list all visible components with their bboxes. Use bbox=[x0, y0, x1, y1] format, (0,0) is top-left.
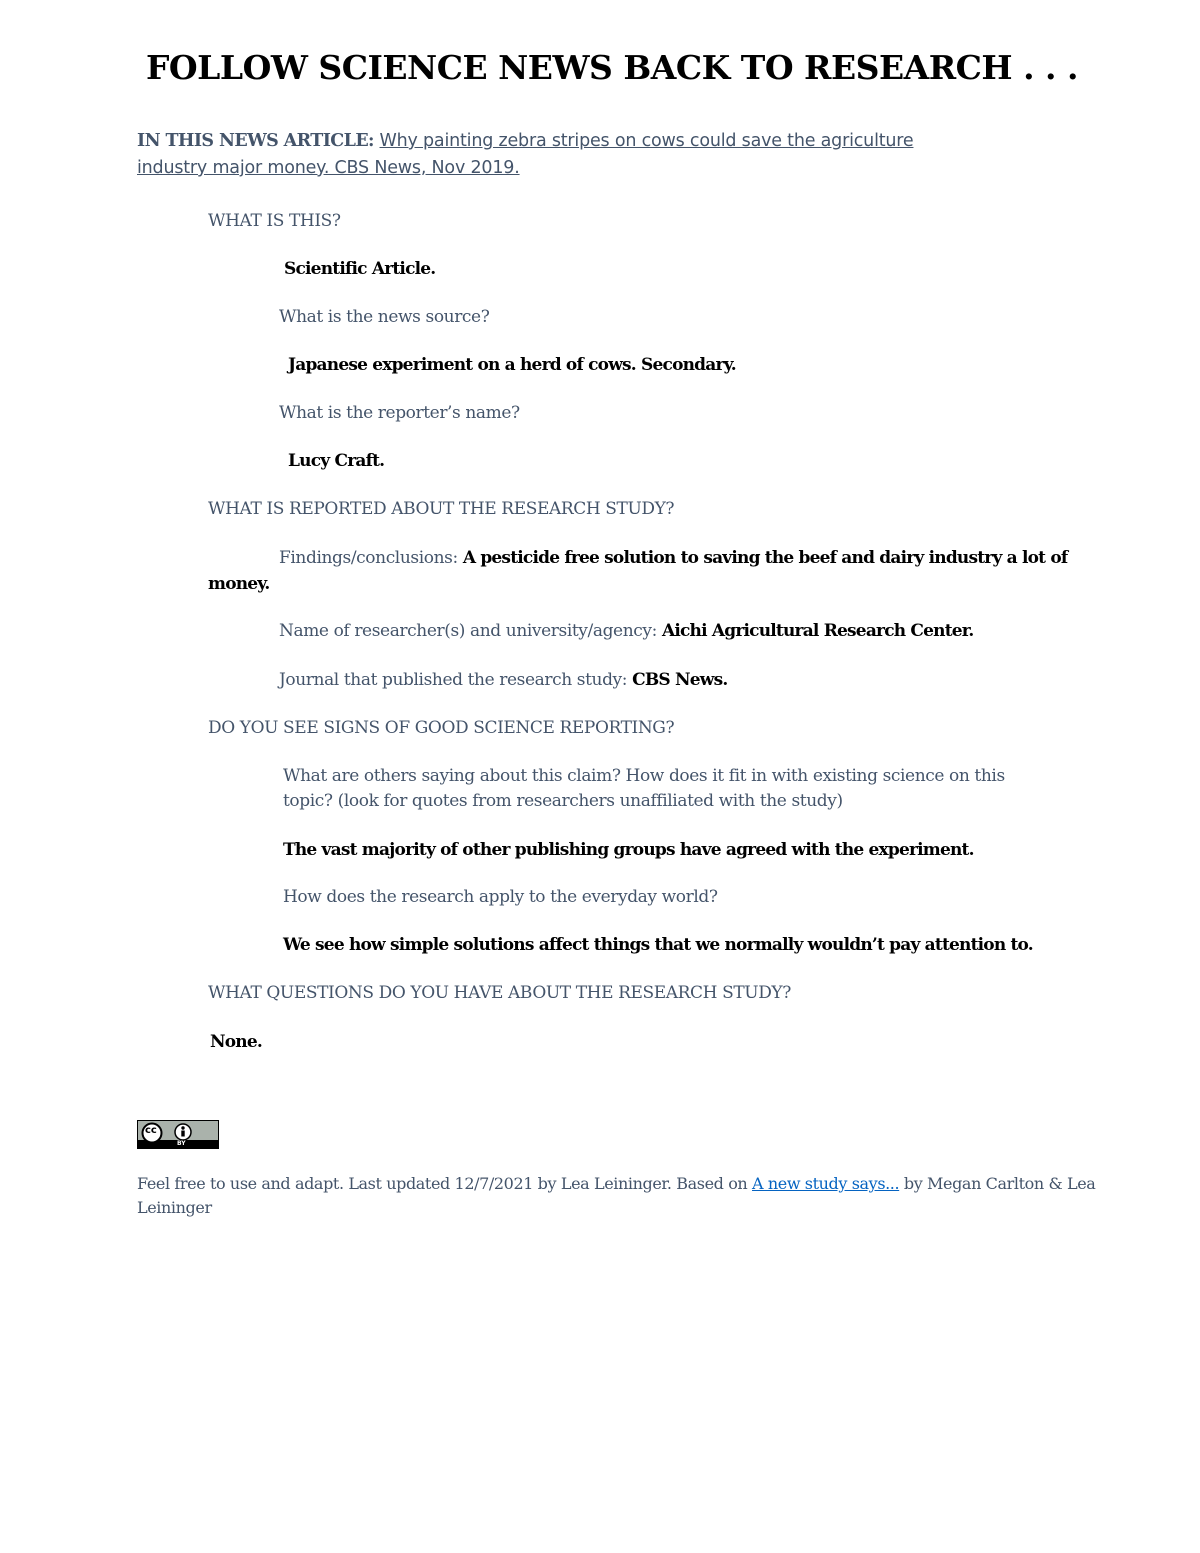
question-others-line1: What are others saying about this claim? How does it fit in with existing science on this bbox=[283, 766, 1005, 786]
findings-answer: A pesticide free solution to saving the beef and dairy industry a lot of bbox=[462, 548, 1068, 568]
researcher-label: Name of researcher(s) and university/agency: bbox=[279, 621, 657, 641]
answer-what-is-this: Scientific Article. bbox=[284, 259, 436, 279]
page-title: FOLLOW SCIENCE NEWS BACK TO RESEARCH . . . bbox=[146, 48, 1079, 87]
findings-label: Findings/conclusions: bbox=[279, 548, 458, 568]
article-link-continued[interactable]: industry major money. CBS News, Nov 2019. bbox=[137, 158, 520, 178]
section-heading-questions: WHAT QUESTIONS DO YOU HAVE ABOUT THE RESEARCH STUDY? bbox=[208, 983, 791, 1003]
researcher-answer: Aichi Agricultural Research Center. bbox=[661, 621, 974, 641]
cc-label: cc bbox=[145, 1125, 157, 1136]
question-news-source: What is the news source? bbox=[279, 307, 490, 327]
article-link[interactable]: Why painting zebra stripes on cows could save the agriculture bbox=[379, 131, 914, 151]
question-others-line2: topic? (look for quotes from researchers unaffiliated with the study) bbox=[283, 791, 843, 811]
answer-others: The vast majority of other publishing groups have agreed with the experiment. bbox=[283, 840, 974, 860]
researcher-row bbox=[279, 621, 974, 641]
article-line-1 bbox=[137, 131, 913, 151]
section-heading-what-is-this: WHAT IS THIS? bbox=[208, 211, 341, 231]
footer-authors: by Megan Carlton & Lea Leininger bbox=[137, 1174, 1096, 1217]
article-label: IN THIS NEWS ARTICLE: bbox=[137, 131, 374, 151]
question-reporter-name: What is the reporter’s name? bbox=[279, 403, 520, 423]
answer-reporter-name: Lucy Craft. bbox=[288, 451, 385, 471]
footer-link[interactable]: A new study says... bbox=[752, 1174, 900, 1193]
journal-answer: CBS News. bbox=[632, 670, 728, 690]
answer-everyday-world: We see how simple solutions affect things that we normally wouldn’t pay attention to. bbox=[283, 935, 1033, 955]
cc-by-license-badge bbox=[137, 1120, 219, 1149]
answer-questions: None. bbox=[210, 1032, 262, 1052]
section-heading-reported: WHAT IS REPORTED ABOUT THE RESEARCH STUDY? bbox=[208, 499, 675, 519]
findings-answer-continued: money. bbox=[208, 574, 270, 594]
findings-row bbox=[279, 548, 1067, 568]
footer-text: Feel free to use and adapt. Last updated 12/7/2021 by Lea Leininger. Based on bbox=[137, 1174, 753, 1193]
question-everyday-world: How does the research apply to the everyday world? bbox=[283, 887, 718, 907]
by-label: BY bbox=[177, 1140, 186, 1147]
footer-credit bbox=[137, 1172, 1157, 1220]
journal-label: Journal that published the research study: bbox=[279, 670, 628, 690]
answer-news-source: Japanese experiment on a herd of cows. Secondary. bbox=[288, 355, 736, 375]
journal-row bbox=[279, 670, 727, 690]
article-line-2 bbox=[137, 158, 520, 178]
section-heading-good-reporting: DO YOU SEE SIGNS OF GOOD SCIENCE REPORTING? bbox=[208, 718, 675, 738]
